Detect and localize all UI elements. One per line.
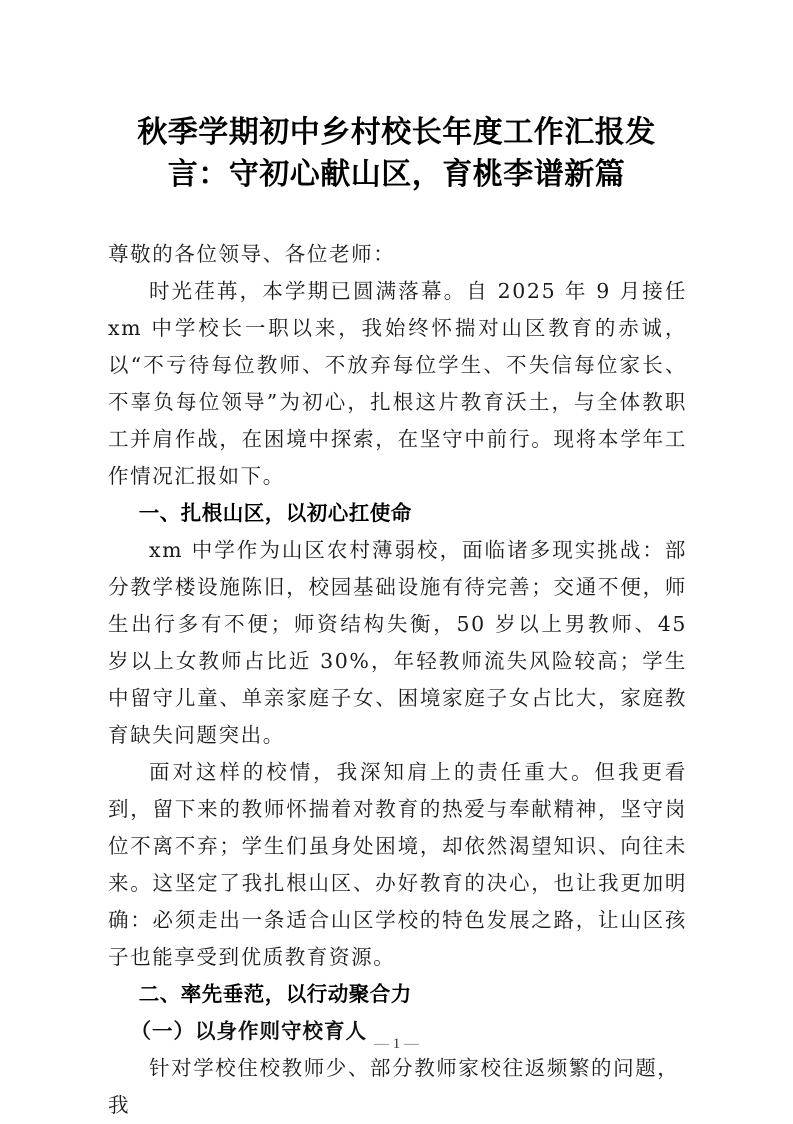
section-2-subheading-1: （一）以身作则守校育人: [130, 1019, 368, 1043]
section-2-heading: 二、率先垂范，以行动聚合力: [138, 982, 412, 1006]
document-body: [108, 236, 687, 1124]
title-line-1: 秋季学期初中乡村校长年度工作汇报发: [137, 115, 656, 150]
section-1-paragraph-2: 面对这样的校情，我深知肩上的责任重大。但我更看到，留下来的教师怀揣着对教育的热爱与奉献精神，坚守岗位不离不弃；学生们虽身处困境，却依然渴望知识、向往未来。这坚定了我扎根山区、办好教育的决心，也让我更加明确：必须走出一条适合山区学校的特色发展之路，让山区孩子也能享受到优质教育资源。: [108, 760, 687, 969]
page-footer: [0, 1036, 793, 1053]
title-line-2: 言：守初心献山区，育桃李谱新篇: [167, 157, 626, 192]
section-2-paragraph-1: 针对学校住校教师少、部分教师家校往返频繁的问题，我: [108, 1056, 680, 1117]
document-title: [100, 112, 693, 196]
section-1-paragraph-1: xm 中学作为山区农村薄弱校，面临诸多现实挑战：部分教学楼设施陈旧，校园基础设施有待完善；交通不便，师生出行多有不便；师资结构失衡，50 岁以上男教师、45 岁以上女教师占比近 30%，年轻教师流失风险较高；学生中留守儿童、单亲家庭子女、困境家庭子女占比大，家庭教育缺失问题突出。: [108, 538, 687, 747]
intro-paragraph: 时光荏苒，本学期已圆满落幕。自 2025 年 9 月接任 xm 中学校长一职以来，我始终怀揣对山区教育的赤诚，以“不亏待每位教师、不放弃每位学生、不失信每位家长、不辜负每位领导”为初心，扎根这片教育沃土，与全体教职工并肩作战，在困境中探索，在坚守中前行。现将本学年工作情况汇报如下。: [108, 279, 687, 488]
footer-dash-right: —: [404, 1036, 419, 1052]
footer-dash-left: —: [374, 1036, 389, 1052]
page-number: 1: [392, 1036, 401, 1052]
salutation: 尊敬的各位领导、各位老师：: [108, 242, 396, 266]
section-1-heading: 一、扎根山区，以初心扛使命: [138, 501, 412, 525]
